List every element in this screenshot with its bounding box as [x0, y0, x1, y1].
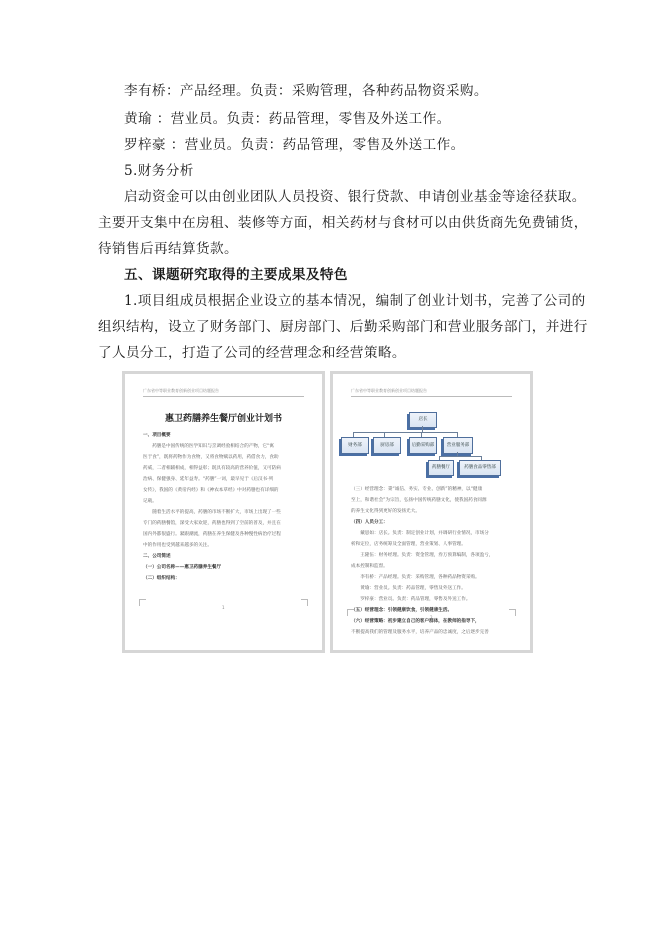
- page-text-line: 成本控制和监督。: [351, 564, 388, 569]
- margin-corner-mark: [509, 609, 516, 616]
- org-connector: [353, 432, 457, 433]
- page-text-line: 至上，和谐社会”为宗旨，弘扬中国传统药膳文化，使我国药食同源: [351, 498, 487, 503]
- page-text-line: 随着生活水平的提高，药膳的市场不断扩大，市场上出现了一些: [143, 510, 281, 515]
- org-node-kitchen: 厨房部: [373, 437, 401, 454]
- page-text-line: 戴思如：店长。负责：制定创业计划，并调研行业情况，市场分: [351, 531, 489, 536]
- page-text-line: （二）组织结构：: [143, 576, 180, 581]
- result-paragraph-line-3: 了人员分工，打造了公司的经营理念和经营策略。: [98, 345, 406, 361]
- margin-corner-mark: [139, 599, 146, 606]
- page-text-line: 一、项目概要: [143, 433, 171, 438]
- result-paragraph-line-1: 1.项目组成员根据企业设立的基本情况，编制了创业计划书，完善了公司的: [124, 293, 586, 309]
- page-text-line: 李有桥：产品经理。负责：采购管理，各种药品物资采购。: [351, 575, 480, 580]
- page-number: 2: [430, 615, 433, 620]
- page-text-line: 王隆伍：财务经理。负责：资金管理，券万预算编制，各项盈亏，: [351, 553, 494, 558]
- figure-business-plan-page-2: [330, 371, 533, 653]
- page-text-line: 记载。: [143, 499, 157, 504]
- org-node-sales-service: 营业服务部: [443, 437, 473, 454]
- finance-paragraph-line-2: 主要开支集中在房租、装修等方面，相关药材与食材可以由供货商先免费铺货，: [98, 215, 588, 231]
- finance-paragraph-line-3: 待销售后再结算货款。: [98, 241, 238, 257]
- finance-paragraph-line-1: 启动资金可以由创业团队人员投资、银行贷款、申请创业基金等途径获取。: [124, 189, 586, 205]
- org-node-finance: 财务部: [341, 437, 369, 454]
- page-text-line: （六）经营策略：初步建立自己的客户群体，在教师的指导下，: [351, 619, 480, 624]
- page-text-line: 药膳是中国传统的医学知识与烹调经验相结合的产物，它“寓: [143, 444, 275, 449]
- page-text-line: （四）人员分工：: [351, 520, 388, 525]
- margin-corner-mark: [347, 609, 354, 616]
- page-text-line: 治病、保健强身、延年益寿。“药膳”一词，最早见于《后汉书·列: [143, 477, 274, 482]
- org-node-root: 店长: [409, 412, 437, 428]
- page-text-line: 析和定位，店务统筹及全面管理，营业策划、人事管理。: [351, 542, 466, 547]
- page-text-line: 医于食”，既将药物作为食物，又将食物赋以药用，药借食力，食助: [143, 455, 279, 460]
- page-header: 广东省中等职业教育创新创业项目结题报告: [351, 388, 512, 397]
- staff-line-huang-yu: 黄瑜 ：营业员。负责：药品管理，零售及外送工作。: [124, 111, 451, 127]
- page-text-line: 国内外都很盛行。紧跟潮流，药膳在养生保健及各种慢性病治疗过程: [143, 532, 281, 537]
- page-text-line: 的养生文化得到更好的发扬光大。: [351, 509, 420, 514]
- page-text-line: 不断提高我们的管理及服务水平，培养产品的忠诚度，之后逐步完善: [351, 630, 489, 635]
- page-text-line: （一）公司名称——惠卫药膳养生餐厅: [143, 565, 222, 570]
- page-text-line: （五）经营理念：引领健康饮食，引领健康生活。: [351, 608, 453, 613]
- result-paragraph-line-2: 组织结构，设立了财务部门、厨房部门、后勤采购部门和营业服务部门，并进行: [98, 319, 588, 335]
- subheading-finance: 5.财务分析: [124, 163, 194, 179]
- page-number: 1: [222, 605, 225, 610]
- org-node-logistics: 后勤采购部: [409, 437, 437, 454]
- org-connector: [439, 456, 481, 457]
- staff-line-luo-zihao: 罗梓豪 ：营业员。负责：药品管理，零售及外送工作。: [124, 137, 465, 153]
- page-text-line: 二、公司简述: [143, 554, 171, 559]
- plan-title: 惠卫药膳养生餐厅创业计划书: [164, 414, 282, 424]
- page-text-line: 专门的药膳餐馆，深受大家欢迎，药膳也得到了空前的普及，并且在: [143, 521, 281, 526]
- margin-corner-mark: [301, 599, 308, 606]
- page-text-line: 中的作用也受到越来越多的关注。: [143, 543, 212, 548]
- staff-line-li-youqiao: 李有桥：产品经理。负责：采购管理，各种药品物资采购。: [124, 83, 488, 99]
- page-header: 广东省中等职业教育创新创业项目结题报告: [143, 388, 304, 397]
- page-text-line: 罗梓豪：营业员。负责：药品管理，零售及外送工作。: [351, 597, 471, 602]
- page-text-line: 女传》，我国的《黄帝内经》和《神农本草经》中对药膳也有详细的: [143, 488, 279, 493]
- org-node-restaurant: 药膳餐厅: [428, 460, 454, 476]
- figure-business-plan-page-1: [122, 371, 325, 653]
- page-text-line: （三）经营理念：秉“诚信、务实、专业、创新”的精神，以“健康: [351, 487, 483, 492]
- page-text-line: 黄瑜：营业员。负责：药品管理，零售及外送工作。: [351, 586, 466, 591]
- page-text-line: 药威，二者相辅相成，相得益彰；既具有较高的营养价值，又可防病: [143, 466, 281, 471]
- section-heading: 五、课题研究取得的主要成果及特色: [124, 267, 348, 283]
- org-node-retail: 药膳食品零售部: [459, 460, 501, 476]
